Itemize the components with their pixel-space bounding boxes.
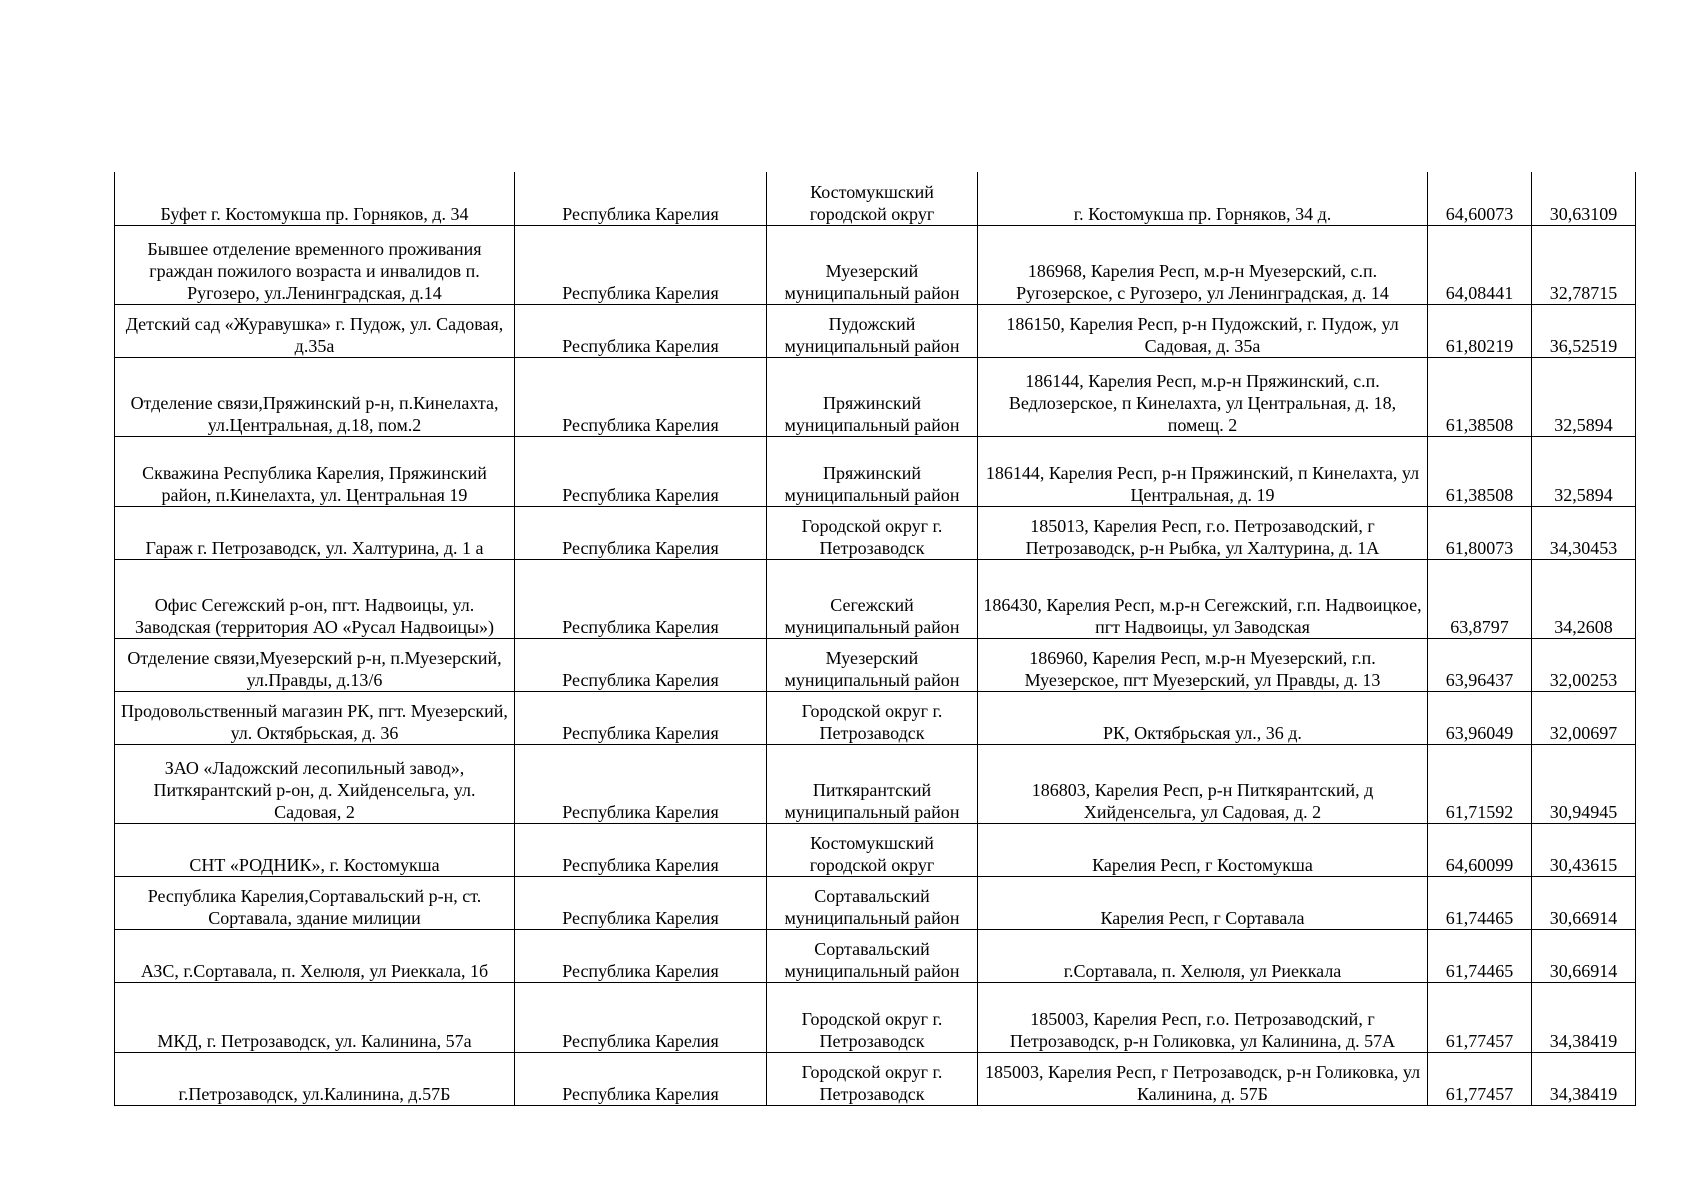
cell-address: 185013, Карелия Респ, г.о. Петрозаводский, г Петрозаводск, р-н Рыбка, ул Халтурина, д. 1А xyxy=(978,506,1428,559)
table-row xyxy=(115,225,1636,304)
cell-lat: 61,74465 xyxy=(1428,929,1532,982)
cell-address: 186430, Карелия Респ, м.р-н Сегежский, г.п. Надвоицкое, пгт Надвоицы, ул Заводская xyxy=(978,559,1428,638)
table-row xyxy=(115,691,1636,744)
cell-lon: 30,94945 xyxy=(1532,744,1636,823)
cell-lat: 64,60099 xyxy=(1428,823,1532,876)
table-row xyxy=(115,357,1636,436)
table-row xyxy=(115,744,1636,823)
cell-address: г. Костомукша пр. Горняков, 34 д. xyxy=(978,172,1428,225)
cell-name: Отделение связи,Пряжинский р-н, п.Кинелахта, ул.Центральная, д.18, пом.2 xyxy=(115,357,515,436)
cell-lat: 63,8797 xyxy=(1428,559,1532,638)
cell-district: Городской округ г. Петрозаводск xyxy=(767,506,978,559)
table-row xyxy=(115,559,1636,638)
cell-name: ЗАО «Ладожский лесопильный завод», Питкярантский р-он, д. Хийденсельга, ул. Садовая, 2 xyxy=(115,744,515,823)
table-row xyxy=(115,982,1636,1052)
cell-region: Республика Карелия xyxy=(515,1052,767,1105)
cell-address: 186960, Карелия Респ, м.р-н Муезерский, г.п. Муезерское, пгт Муезерский, ул Правды, д. 13 xyxy=(978,638,1428,691)
cell-district: Костомукшский городской округ xyxy=(767,823,978,876)
cell-address: 185003, Карелия Респ, г.о. Петрозаводский, г Петрозаводск, р-н Голиковка, ул Калинина, д. 57А xyxy=(978,982,1428,1052)
cell-region: Республика Карелия xyxy=(515,506,767,559)
cell-name: г.Петрозаводск, ул.Калинина, д.57Б xyxy=(115,1052,515,1105)
cell-address: 186144, Карелия Респ, р-н Пряжинский, п Кинелахта, ул Центральная, д. 19 xyxy=(978,436,1428,506)
cell-name: Гараж г. Петрозаводск, ул. Халтурина, д. 1 а xyxy=(115,506,515,559)
cell-lat: 61,74465 xyxy=(1428,876,1532,929)
table-row xyxy=(115,823,1636,876)
cell-district: Пряжинский муниципальный район xyxy=(767,357,978,436)
cell-region: Республика Карелия xyxy=(515,744,767,823)
cell-lon: 32,5894 xyxy=(1532,357,1636,436)
table-row xyxy=(115,304,1636,357)
cell-name: Бывшее отделение временного проживания граждан пожилого возраста и инвалидов п. Ругозеро, ул.Ленинградская, д.14 xyxy=(115,225,515,304)
cell-name: Продовольственный магазин РК, пгт. Муезерский, ул. Октябрьская, д. 36 xyxy=(115,691,515,744)
cell-district: Муезерский муниципальный район xyxy=(767,638,978,691)
cell-region: Республика Карелия xyxy=(515,436,767,506)
table-row xyxy=(115,436,1636,506)
cell-name: Офис Сегежский р-он, пгт. Надвоицы, ул. Заводская (территория АО «Русал Надвоицы») xyxy=(115,559,515,638)
cell-region: Республика Карелия xyxy=(515,172,767,225)
table-row xyxy=(115,506,1636,559)
cell-district: Городской округ г. Петрозаводск xyxy=(767,982,978,1052)
cell-address: г.Сортавала, п. Хелюля, ул Риеккала xyxy=(978,929,1428,982)
cell-district: Питкярантский муниципальный район xyxy=(767,744,978,823)
cell-lon: 34,38419 xyxy=(1532,1052,1636,1105)
cell-lon: 32,00253 xyxy=(1532,638,1636,691)
cell-name: МКД, г. Петрозаводск, ул. Калинина, 57а xyxy=(115,982,515,1052)
table-row xyxy=(115,638,1636,691)
cell-lon: 30,63109 xyxy=(1532,172,1636,225)
cell-lon: 36,52519 xyxy=(1532,304,1636,357)
cell-region: Республика Карелия xyxy=(515,357,767,436)
cell-lon: 32,78715 xyxy=(1532,225,1636,304)
cell-district: Муезерский муниципальный район xyxy=(767,225,978,304)
cell-region: Республика Карелия xyxy=(515,982,767,1052)
cell-lon: 34,30453 xyxy=(1532,506,1636,559)
cell-lon: 32,5894 xyxy=(1532,436,1636,506)
cell-address: 186968, Карелия Респ, м.р-н Муезерский, с.п. Ругозерское, с Ругозеро, ул Ленинградская, д. 14 xyxy=(978,225,1428,304)
cell-region: Республика Карелия xyxy=(515,638,767,691)
cell-name: Отделение связи,Муезерский р-н, п.Муезерский, ул.Правды, д.13/6 xyxy=(115,638,515,691)
cell-lat: 61,38508 xyxy=(1428,436,1532,506)
cell-address: Карелия Респ, г Сортавала xyxy=(978,876,1428,929)
cell-lon: 34,38419 xyxy=(1532,982,1636,1052)
cell-lat: 64,08441 xyxy=(1428,225,1532,304)
cell-region: Республика Карелия xyxy=(515,929,767,982)
cell-district: Сортавальский муниципальный район xyxy=(767,876,978,929)
objects-table xyxy=(114,172,1636,1106)
cell-address: 186150, Карелия Респ, р-н Пудожский, г. Пудож, ул Садовая, д. 35а xyxy=(978,304,1428,357)
table-row xyxy=(115,1052,1636,1105)
cell-lat: 61,80219 xyxy=(1428,304,1532,357)
cell-name: АЗС, г.Сортавала, п. Хелюля, ул Риеккала, 1б xyxy=(115,929,515,982)
cell-lat: 63,96437 xyxy=(1428,638,1532,691)
cell-district: Городской округ г. Петрозаводск xyxy=(767,691,978,744)
cell-district: Сегежский муниципальный район xyxy=(767,559,978,638)
cell-lon: 30,66914 xyxy=(1532,876,1636,929)
cell-region: Республика Карелия xyxy=(515,823,767,876)
cell-district: Костомукшский городской округ xyxy=(767,172,978,225)
cell-address: 186144, Карелия Респ, м.р-н Пряжинский, с.п. Ведлозерское, п Кинелахта, ул Центральная, д. 18, помещ. 2 xyxy=(978,357,1428,436)
cell-lat: 61,80073 xyxy=(1428,506,1532,559)
table-row xyxy=(115,172,1636,225)
cell-region: Республика Карелия xyxy=(515,304,767,357)
cell-address: РК, Октябрьская ул., 36 д. xyxy=(978,691,1428,744)
cell-lat: 61,77457 xyxy=(1428,1052,1532,1105)
cell-region: Республика Карелия xyxy=(515,225,767,304)
cell-region: Республика Карелия xyxy=(515,691,767,744)
cell-lat: 61,77457 xyxy=(1428,982,1532,1052)
cell-name: Республика Карелия,Сортавальский р-н, ст. Сортавала, здание милиции xyxy=(115,876,515,929)
cell-district: Пряжинский муниципальный район xyxy=(767,436,978,506)
cell-name: Скважина Республика Карелия, Пряжинский район, п.Кинелахта, ул. Центральная 19 xyxy=(115,436,515,506)
table-body xyxy=(115,172,1636,1105)
cell-lon: 32,00697 xyxy=(1532,691,1636,744)
cell-lat: 61,38508 xyxy=(1428,357,1532,436)
cell-region: Республика Карелия xyxy=(515,559,767,638)
cell-lat: 61,71592 xyxy=(1428,744,1532,823)
cell-address: Карелия Респ, г Костомукша xyxy=(978,823,1428,876)
cell-name: Детский сад «Журавушка» г. Пудож, ул. Садовая, д.35а xyxy=(115,304,515,357)
cell-address: 185003, Карелия Респ, г Петрозаводск, р-н Голиковка, ул Калинина, д. 57Б xyxy=(978,1052,1428,1105)
cell-district: Пудожский муниципальный район xyxy=(767,304,978,357)
table-row xyxy=(115,929,1636,982)
table-row xyxy=(115,876,1636,929)
cell-lat: 64,60073 xyxy=(1428,172,1532,225)
cell-lon: 30,43615 xyxy=(1532,823,1636,876)
cell-district: Городской округ г. Петрозаводск xyxy=(767,1052,978,1105)
cell-lat: 63,96049 xyxy=(1428,691,1532,744)
cell-lon: 34,2608 xyxy=(1532,559,1636,638)
cell-address: 186803, Карелия Респ, р-н Питкярантский, д Хийденсельга, ул Садовая, д. 2 xyxy=(978,744,1428,823)
cell-name: Буфет г. Костомукша пр. Горняков, д. 34 xyxy=(115,172,515,225)
cell-name: СНТ «РОДНИК», г. Костомукша xyxy=(115,823,515,876)
cell-lon: 30,66914 xyxy=(1532,929,1636,982)
cell-region: Республика Карелия xyxy=(515,876,767,929)
cell-district: Сортавальский муниципальный район xyxy=(767,929,978,982)
